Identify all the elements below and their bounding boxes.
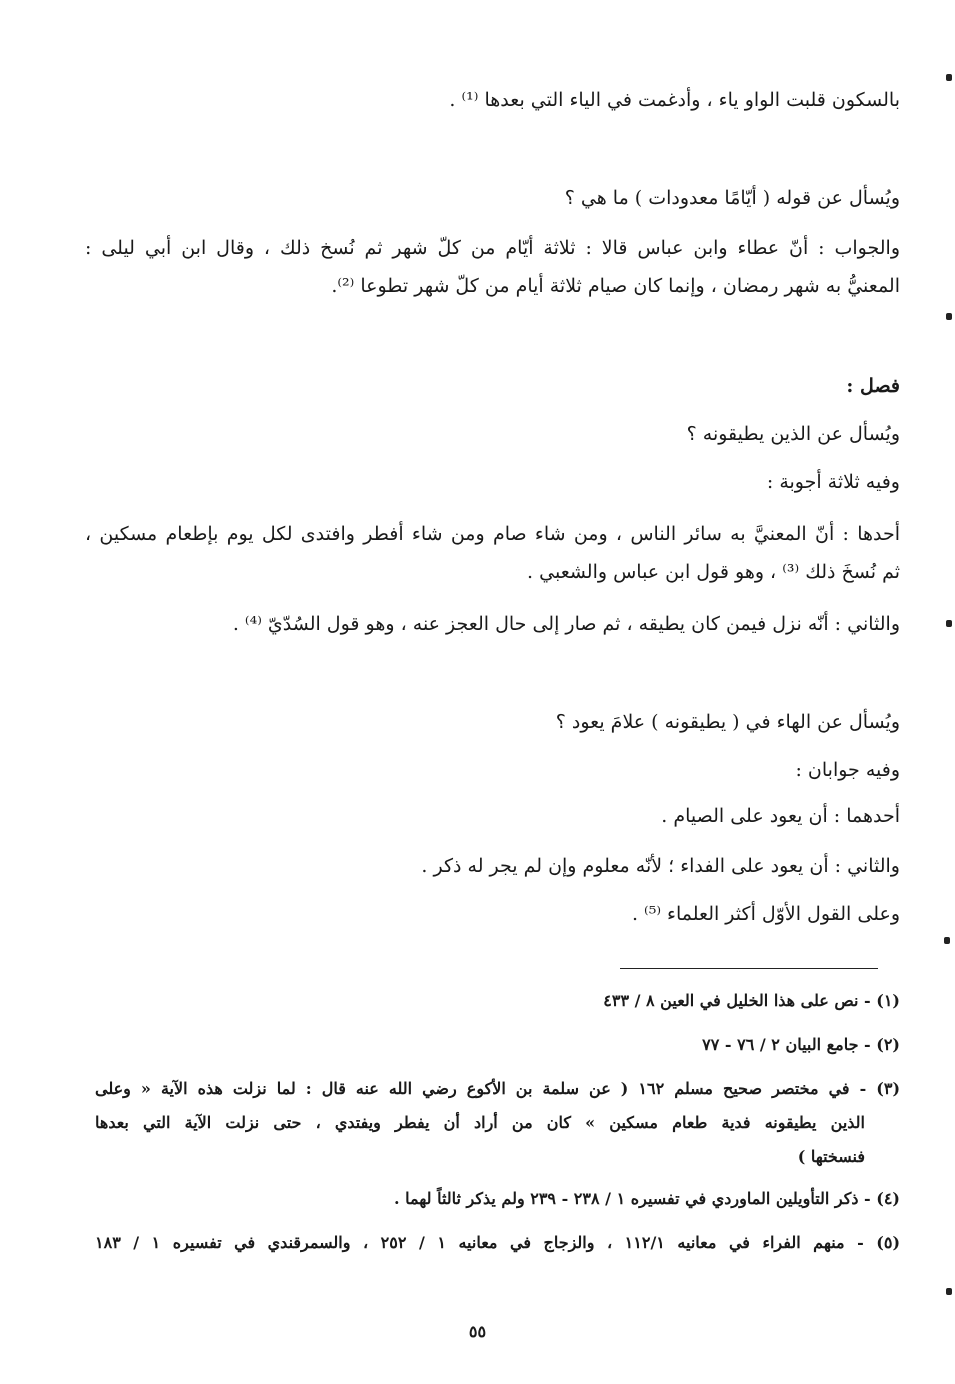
pronoun-answer-1: أحدهما : أن يعود على الصيام .	[661, 805, 900, 827]
question-pronoun: ويُسأل عن الهاء في ( يطيقونه ) علامَ يعود ؟	[555, 711, 900, 733]
margin-mark	[946, 313, 952, 320]
footnote-separator	[620, 968, 878, 969]
second-answer: والثاني : أنّه نزل فيمن كان يطيقه ، ثم صار إلى حال العجز عنه ، وهو قول السُدّيّ ⁽⁴⁾ .	[232, 613, 900, 635]
answer-line-2: المعنيُّ به شهر رمضان ، وإنما كان صيام ثلاثة أيام من كلّ شهر تطوعا ⁽²⁾.	[331, 275, 900, 297]
margin-mark	[946, 1288, 952, 1295]
two-answers-intro: وفيه جوابان :	[795, 759, 900, 781]
footnote-1: (١) - نص على هذا الخليل في العين ٨ / ٤٣٣	[603, 991, 900, 1010]
question-yutiqunahu: ويُسأل عن الذين يطيقونه ؟	[686, 423, 900, 445]
margin-mark	[946, 620, 952, 627]
footnote-3-line-1: (٣) - في مختصر صحيح مسلم ١٦٢ ( عن سلمة بن الأكوع رضي الله عنه قال : لما نزلت هذه الآية « وعلى	[95, 1079, 901, 1098]
answer-line-1: والجواب : أنّ عطاء وابن عباس قالا : ثلاثة أيّام من كلّ شهر ثم نُسخ ذلك ، وقال ابن أبي ليلى :	[85, 237, 900, 259]
first-answer-line-2: ثم نُسخَ ذلك ⁽³⁾ ، وهو قول ابن عباس والشعبي .	[527, 561, 900, 583]
majority-opinion: وعلى القول الأوّل أكثر العلماء ⁽⁵⁾ .	[631, 903, 900, 925]
text-line-1: بالسكون قلبت الواو ياء ، وأدغمت في الياء التي بعدها ⁽¹⁾ .	[449, 89, 900, 111]
margin-mark	[944, 937, 950, 944]
footnote-2: (٢) - جامع البيان ٢ / ٧٦ - ٧٧	[702, 1035, 900, 1054]
first-answer-line-1: أحدها : أنّ المعنيَّ به سائر الناس ، ومن شاء صام ومن شاء أفطر وافتدى لكل يوم بإطعام مسكين ،	[85, 523, 900, 545]
page-number: ٥٥	[468, 1322, 487, 1341]
pronoun-answer-2: والثاني : أن يعود على الفداء ؛ لأنّه معلوم وإن لم يجر له ذكر .	[421, 855, 900, 877]
footnote-3-line-2: الذين يطيقونه فدية طعام مسكين » كان من أراد أن يفطر ويفتدي ، حتى نزلت الآية التي بعدها	[95, 1113, 865, 1132]
margin-mark	[946, 74, 952, 81]
three-answers-intro: وفيه ثلاثة أجوبة :	[766, 471, 900, 493]
footnote-5: (٥) - منهم الفراء في معانيه ١١٢/١ ، والزجاج في معانيه ١ / ٢٥٢ ، والسمرقندي في تفسيره ١ / ١٨٣	[95, 1233, 901, 1252]
footnote-4: (٤) - ذكر التأويلين الماوردي في تفسيره ١ / ٢٣٨ - ٢٣٩ ولم يذكر ثالثاً لهما .	[393, 1189, 900, 1208]
footnote-3-line-3: فنسختها )	[797, 1147, 865, 1166]
section-heading: فصل :	[846, 375, 900, 397]
question-ayyaman: ويُسأل عن قوله ( أيّامًا معدودات ) ما هي ؟	[564, 187, 900, 209]
